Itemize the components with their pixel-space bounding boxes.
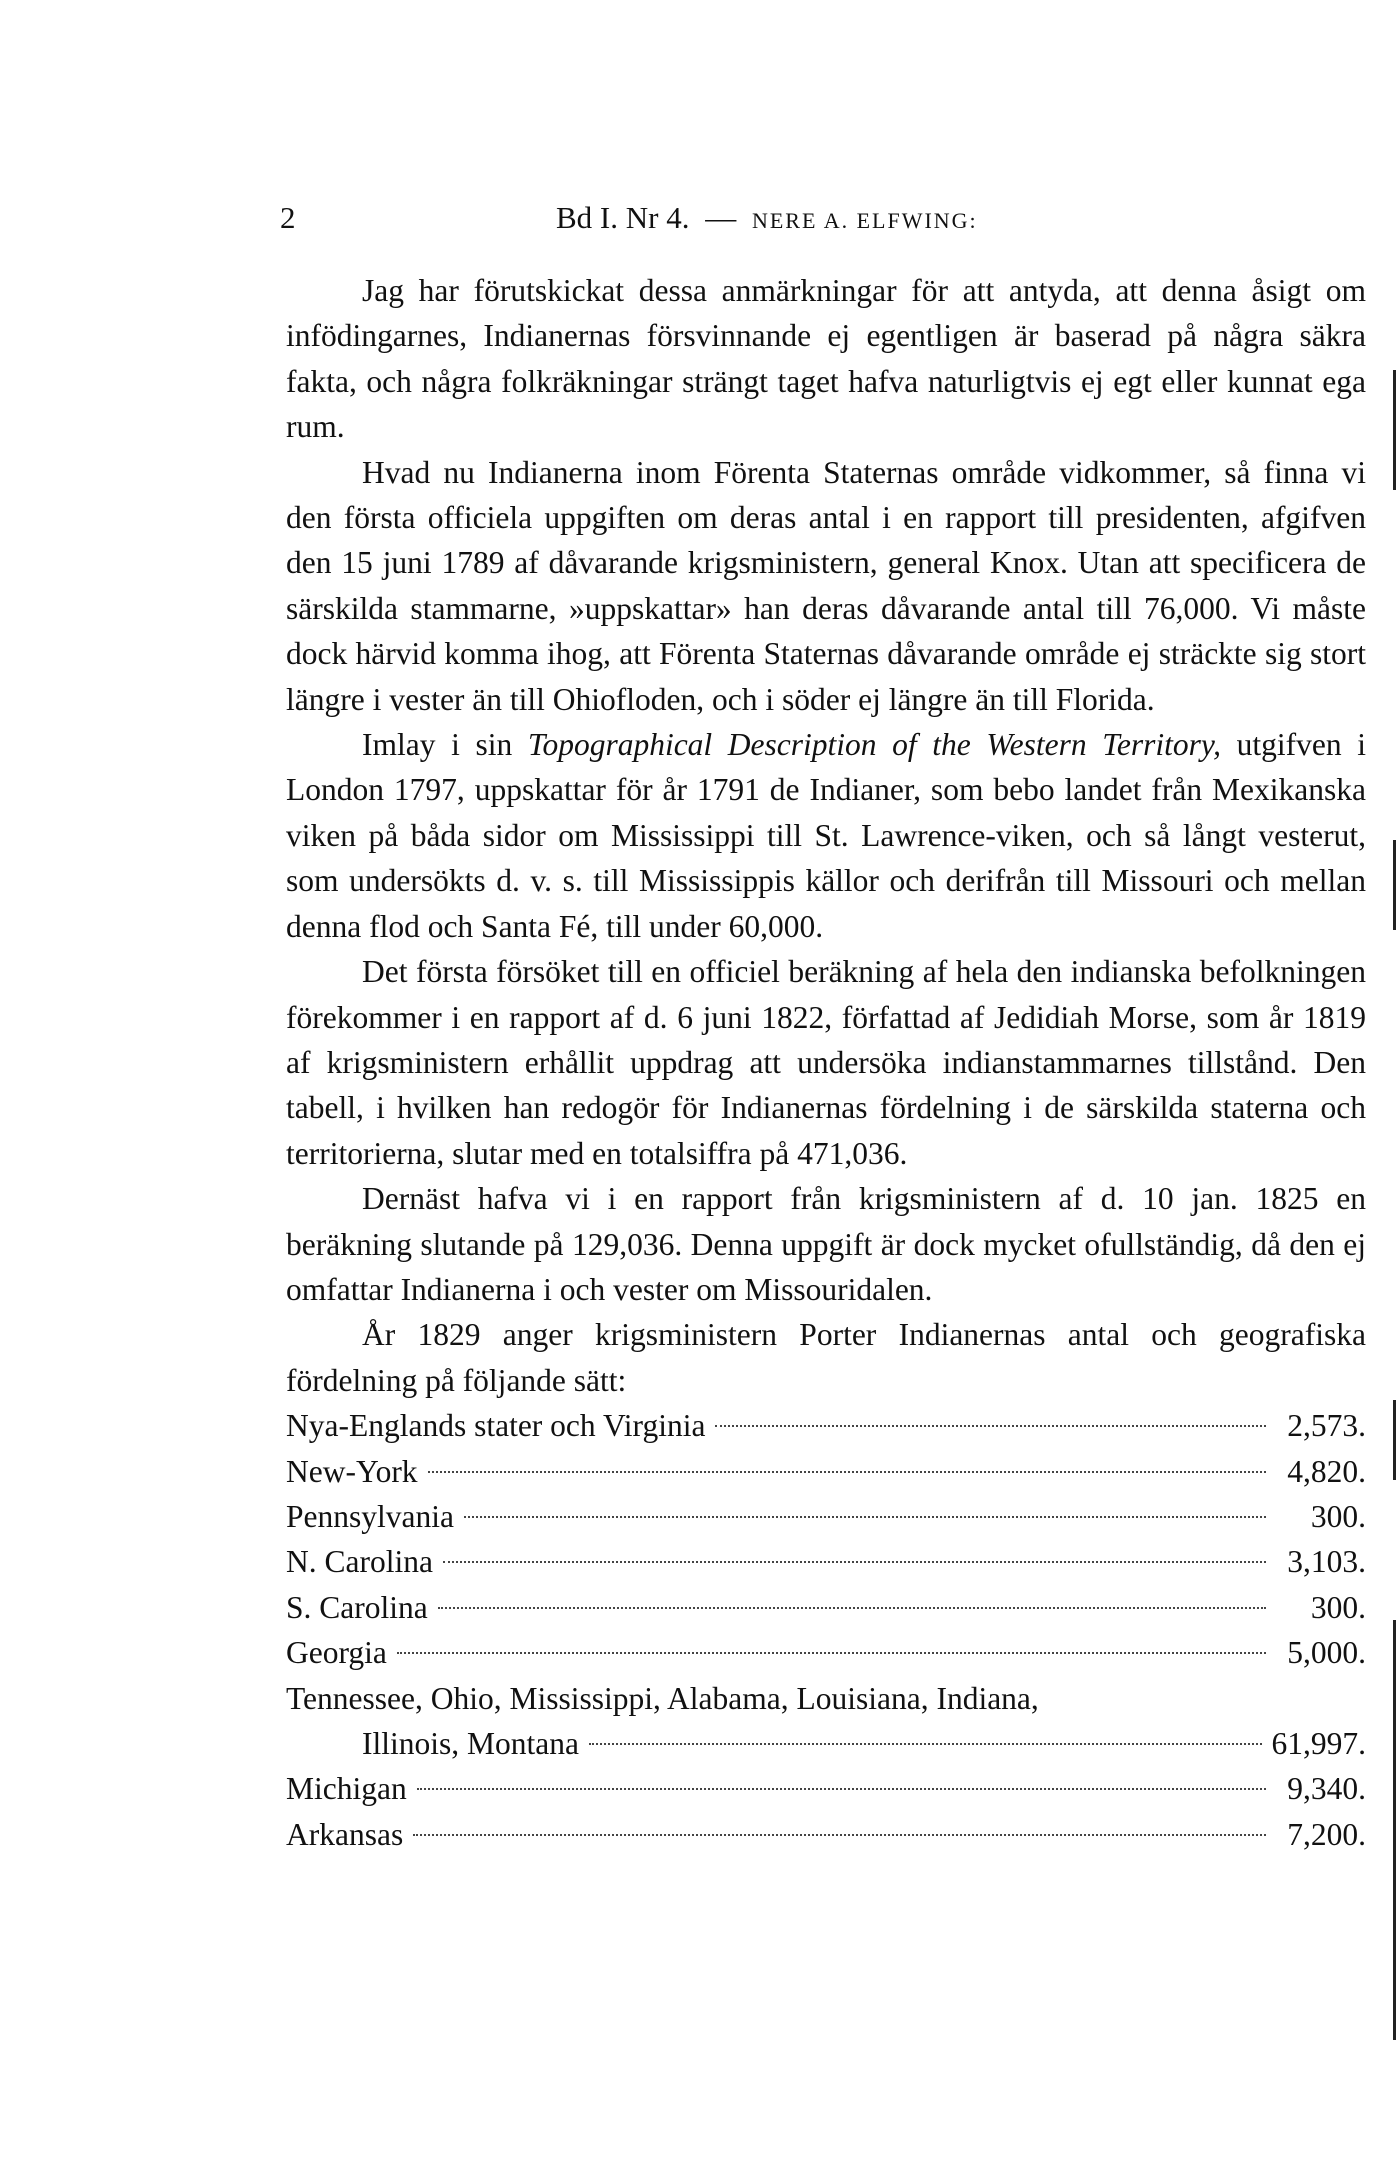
paragraph-3 — [286, 722, 1366, 949]
leader-dots — [589, 1743, 1262, 1745]
paragraph-2: Hvad nu Indianerna inom Förenta Staternas område vidkommer, så finna vi den första officiela uppgiften om deras antal i en rapport till presidenten, afgifven den 15 juni 1789 af dåvarande krigsministern, general Knox. Utan att specificera de särskilda stammarne, »uppskattar» han deras dåvarande antal till 76,000. Vi måste dock härvid komma ihog, att Förenta Staternas dåvarande område ej sträckte sig stort längre i vester än till Ohiofloden, och i söder ej längre än till Florida. — [286, 454, 1366, 717]
leader-dots — [443, 1561, 1266, 1563]
table-row-label: Georgia — [286, 1635, 387, 1671]
paragraph-5: Dernäst hafva vi i en rapport från krigsministern af d. 10 jan. 1825 en beräkning slutande på 129,036. Denna uppgift är dock mycket ofullständig, då den ej omfattar Indianerna i och vester om Missouridalen. — [286, 1181, 1366, 1307]
header-dash: — — [705, 200, 737, 235]
table-row-value: 3,103. — [1287, 1544, 1366, 1580]
table-row-value: 4,820. — [1287, 1453, 1366, 1489]
scan-edge-mark — [1393, 1400, 1396, 1480]
table-row — [286, 1494, 1366, 1539]
table-row-label: N. Carolina — [286, 1544, 433, 1580]
table-row-value: 5,000. — [1287, 1635, 1366, 1671]
book-title: Topographical Description of the Western Territory, — [527, 727, 1222, 763]
table-row-value: 300. — [1310, 1498, 1366, 1534]
table-row-label: Pennsylvania — [286, 1498, 454, 1534]
paragraph-3-lead: Imlay i sin — [362, 727, 528, 763]
table-row-value: 2,573. — [1287, 1408, 1366, 1444]
table-row-label: Illinois, Montana — [362, 1725, 579, 1761]
table-row-label: Nya-Englands stater och Virginia — [286, 1408, 706, 1444]
scan-edge-mark — [1393, 840, 1396, 930]
leader-dots — [397, 1652, 1266, 1654]
table-row-label: Tennessee, Ohio, Mississippi, Alabama, Louisiana, Indiana, — [286, 1680, 1039, 1716]
leader-dots — [417, 1788, 1266, 1790]
table-row — [286, 1403, 1366, 1448]
table-row — [286, 1539, 1366, 1584]
running-header — [280, 200, 1370, 250]
table-row-value: 61,997. — [1271, 1725, 1366, 1761]
table-row-label: Arkansas — [286, 1816, 404, 1852]
scan-edge-mark — [1393, 370, 1396, 490]
table-row-label: Michigan — [286, 1771, 407, 1807]
table-row — [286, 1630, 1366, 1675]
body-text — [286, 268, 1366, 1857]
table-row-value: 300. — [1310, 1589, 1366, 1625]
paragraph-4: Det första försöket till en officiel beräkning af hela den indianska befolkningen förekommer i en rapport af d. 6 juni 1822, författad af Jedidiah Morse, som år 1819 af krigsministern erhållit uppdrag att undersöka indianstammarnes tillstånd. Den tabell, i hvilken han redogör för Indianernas fördelning i de särskilda staterna och territorierna, slutar med en totalsiffra på 471,036. — [286, 954, 1366, 1171]
table-row-label: New-York — [286, 1453, 418, 1489]
table-row — [286, 1585, 1366, 1630]
table-row — [286, 1812, 1366, 1857]
table-row — [286, 1676, 1366, 1721]
author-label: NERE A. ELFWING: — [751, 208, 978, 233]
scan-edge-mark — [1393, 1620, 1396, 2040]
paragraph-6: År 1829 anger krigsministern Porter Indianernas antal och geografiska fördelning på följande sätt: — [286, 1317, 1366, 1398]
leader-dots — [464, 1516, 1266, 1518]
running-title — [556, 200, 978, 236]
paragraph-1: Jag har förutskickat dessa anmärkningar för att antyda, att denna åsigt om infödingarnes, Indianernas försvinnande ej egentligen är baserad på några säkra fakta, och några folkräkningar strängt taget hafva naturligtvis ej egt eller kunnat ega rum. — [286, 273, 1366, 445]
leader-dots — [715, 1425, 1266, 1427]
page-number: 2 — [280, 200, 296, 235]
paragraph-3-rest: utgifven i London 1797, uppskattar för år 1791 de Indianer, som bebo landet från Mexikanska viken på båda sidor om Mississippi till St. Lawrence-viken, och så långt vesterut, som undersökts d. v. s. till Mississippis källor och derifrån till Missouri och mellan denna flod och Santa Fé, till under 60,000. — [286, 727, 1366, 944]
table-row — [286, 1721, 1366, 1766]
volume-label: Bd I. Nr 4. — [556, 200, 690, 235]
table-row-value: 9,340. — [1287, 1771, 1366, 1807]
table-row — [286, 1766, 1366, 1811]
leader-dots — [428, 1471, 1266, 1473]
population-table — [286, 1403, 1366, 1857]
table-row — [286, 1449, 1366, 1494]
leader-dots — [438, 1607, 1266, 1609]
leader-dots — [413, 1834, 1266, 1836]
table-row-value: 7,200. — [1287, 1816, 1366, 1852]
table-row-label: S. Carolina — [286, 1589, 428, 1625]
